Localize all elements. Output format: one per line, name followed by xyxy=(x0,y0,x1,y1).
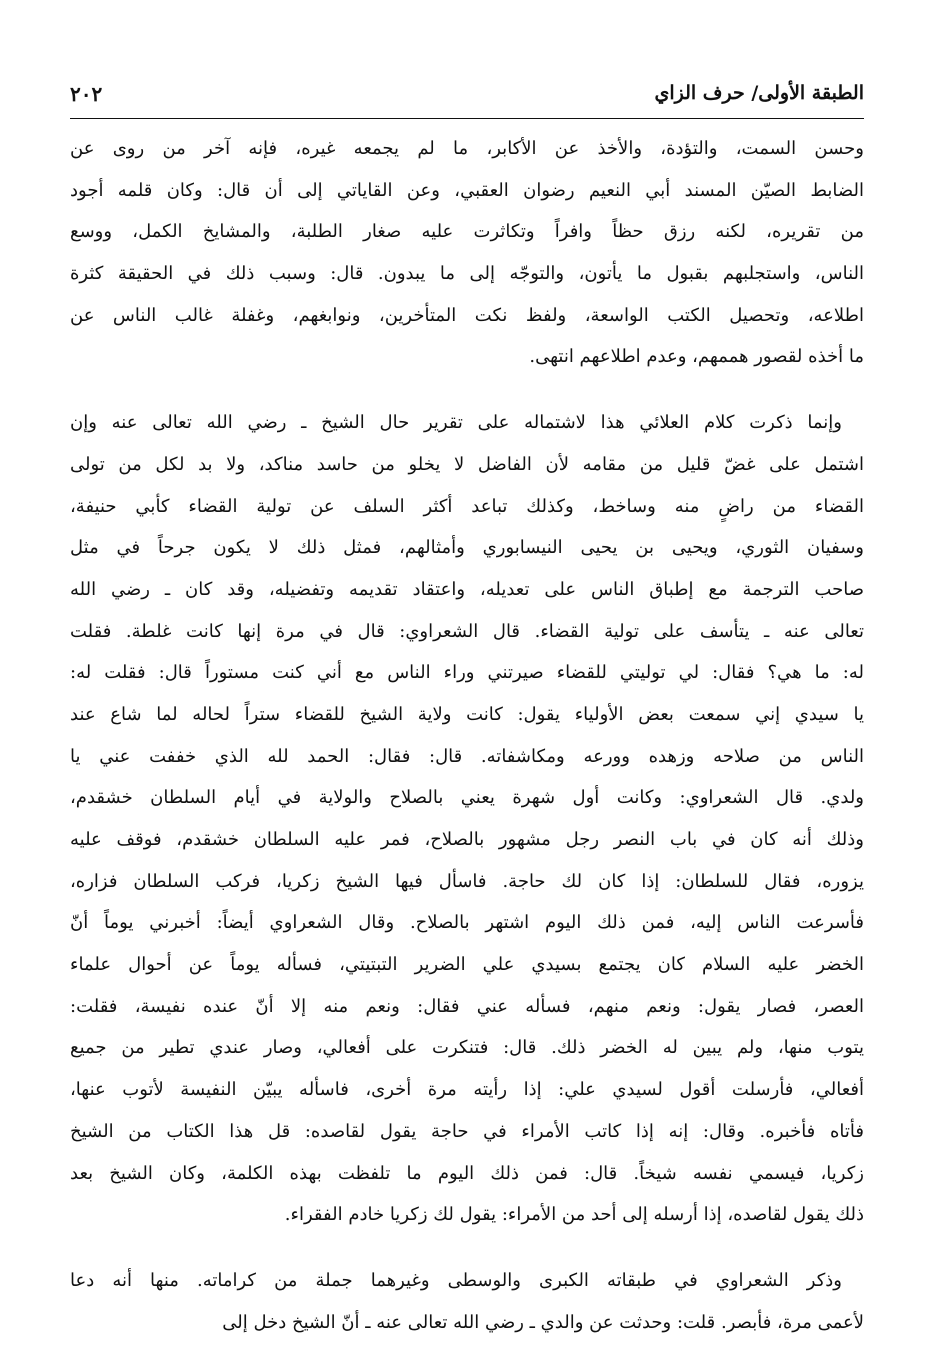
text-line: وإنما ذكرت كلام العلائي هذا لاشتماله على تقرير حال الشيخ ـ رضي الله تعالى عنه وإن xyxy=(70,412,842,434)
text-line: صاحب الترجمة مع إطباق الناس على تعديله، واعتقاد تقديمه وتفضيله، وقد كان ـ رضي الله xyxy=(70,578,864,600)
text-line: يزوره، فقال للسلطان: إذا كان لك حاجة. فاسأل فيها الشيخ زكريا، فركب السلطان فزاره، xyxy=(70,870,864,892)
text-line: زكريا، فيسمي نفسه شيخاً. قال: فمن ذلك اليوم ما تلفظت بهذه الكلمة، وكان الشيخ بعد xyxy=(70,1162,864,1184)
text-line: وذكر الشعراوي في طبقاته الكبرى والوسطى وغيرهما جملة من كراماته. منها أنه دعا xyxy=(70,1269,842,1291)
page-body xyxy=(70,128,864,1343)
text-line: اطلاعه، وتحصيل الكتب الواسعة، ولفظ نكت المتأخرين، ونوابغهم، وغفلة غالب الناس عن xyxy=(70,304,864,326)
text-line: له: ما هي؟ فقال: لي توليتي للقضاء صيرتني وراء الناس مع أني كنت مستوراً قال: فقلت له: xyxy=(70,662,864,684)
paragraph xyxy=(70,128,864,378)
text-line: اشتمل على غضّ قليل من مقامه لأن الفاضل لا يخلو من حاسد مناكد، ولا بد لكل من تولى xyxy=(70,453,864,475)
text-line: الخضر عليه السلام كان يجتمع بسيدي علي الضرير التبتيتي، فسأله يوماً عن أحوال علماء xyxy=(70,954,864,976)
text-line: فأسرعت الناس إليه، فمن ذلك اليوم اشتهر بالصلاح. وقال الشعراوي أيضاً: أخبرني يوماً أنّ xyxy=(70,912,864,934)
text-line: يتوب منها، ولم يبين له الخضر ذلك. قال: فتنكرت على أفعالي، وصار عندي تطير من جميع xyxy=(70,1037,864,1059)
text-line: وذلك أنه كان في باب النصر رجل مشهور بالصلاح، فمر عليه السلطان خشقدم، فوقف عليه xyxy=(70,829,864,850)
page-number: ٢٠٢ xyxy=(70,82,103,106)
chapter-title: الطبقة الأولى/ حرف الزاي xyxy=(654,82,864,104)
text-line: تعالى عنه ـ يتأسف على تولية القضاء. قال الشعراوي: قال في مرة إنها كانت غلطة. فقلت xyxy=(70,620,864,642)
text-line: العصر، فصار يقول: ونعم منهم، فسأله عني فقال: ونعم منه إلا أنّ عنده نفيسة، فقلت: xyxy=(70,995,864,1017)
text-line: لأعمى مرة، فأبصر. قلت: وحدثت عن والدي ـ رضي الله تعالى عنه ـ أنّ الشيخ دخل إلى xyxy=(222,1311,864,1333)
paragraph xyxy=(70,402,864,1236)
paragraph xyxy=(70,1260,864,1343)
text-line: أفعالي، فأرسلت أقول لسيدي علي: إذا رأيته مرة أخرى، فاسأله يبيّن النفيسة لأتوب عنها، xyxy=(70,1079,864,1101)
text-line: يا سيدي إني سمعت بعض الأولياء يقول: كانت ولاية الشيخ للقضاء ستراً لحاله لما شاع عند xyxy=(70,703,864,725)
text-line: ولدي. قال الشعراوي: وكانت أول شهرة يعني بالصلاح والولاية في أيام السلطان خشقدم، xyxy=(70,787,864,809)
text-line: من تقريره، لكنه رزق حظاً وافراً وتكاثرت عليه صغار الطلبة، والمشايخ الكمل، ووسع xyxy=(70,221,864,243)
text-line: وسفيان الثوري، ويحيى بن يحيى النيسابوري وأمثالهم، فمثل ذلك لا يكون جرحاً في مثل xyxy=(70,537,864,559)
running-header xyxy=(70,78,864,118)
text-line: فأتاه فأخبره. وقال: إنه إذا كاتب الأمراء في حاجة يقول لقاصده: قل هذا الكتاب من الشيخ xyxy=(70,1120,864,1142)
text-line: القضاء من راضٍ منه وساخط، وكذلك تباعد أكثر السلف عن تولية القضاء كأبي حنيفة، xyxy=(70,495,864,517)
text-line: الناس من صلاحه وزهده وورعه ومكاشفاته. قال: فقال: الحمد لله الذي خففت عني يا xyxy=(70,745,864,767)
header-rule xyxy=(70,118,864,119)
text-line: ذلك يقول لقاصده، إذا أرسله إلى أحد من الأمراء: يقول لك زكريا خادم الفقراء. xyxy=(284,1204,864,1226)
text-line: الناس، واستجلبهم بقبول ما يأتون، والتوجّه إلى ما يبدون. قال: وسبب ذلك في الحقيقة كثرة xyxy=(70,263,864,285)
text-line: ما أخذه لقصور هممهم، وعدم اطلاعهم انتهى. xyxy=(529,346,864,368)
text-line: الضابط الصيّن المسند أبي النعيم رضوان العقبي، وعن القاياتي إلى أن قال: وكان قلمه أجود xyxy=(70,179,864,201)
text-line: وحسن السمت، والتؤدة، والأخذ عن الأكابر، ما لم يجمعه غيره، فإنه آخر من روى عن xyxy=(70,138,864,159)
